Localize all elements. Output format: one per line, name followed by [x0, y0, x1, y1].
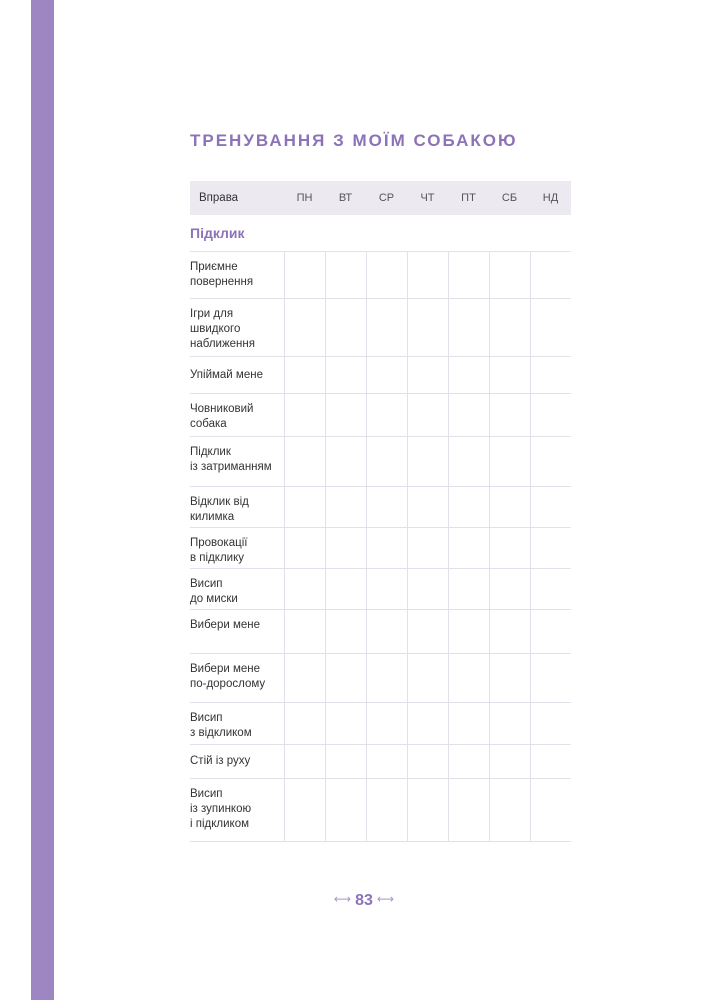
training-tracker-table	[190, 181, 571, 842]
tracking-cell[interactable]	[366, 779, 407, 841]
exercise-label: Провокації в підклику	[190, 537, 248, 564]
exercise-label: Упіймай мене	[190, 368, 263, 381]
tracking-cell[interactable]	[284, 357, 325, 393]
tracking-cell[interactable]	[284, 745, 325, 778]
tracking-cell[interactable]	[366, 394, 407, 436]
tracking-cell[interactable]	[325, 252, 366, 298]
tracking-cell[interactable]	[489, 745, 530, 778]
tracking-cell[interactable]	[448, 437, 489, 486]
tracking-cell[interactable]	[489, 437, 530, 486]
tracking-cell[interactable]	[366, 357, 407, 393]
tracking-cell[interactable]	[407, 252, 448, 298]
tracking-cell[interactable]	[407, 394, 448, 436]
exercise-label: Ігри для швидкого наближення	[190, 308, 255, 350]
page-footer	[0, 892, 728, 910]
tracking-cell[interactable]	[325, 437, 366, 486]
table-row	[190, 357, 571, 394]
tracking-cell[interactable]	[489, 610, 530, 653]
tracking-cell[interactable]	[325, 654, 366, 702]
tracking-cell[interactable]	[407, 437, 448, 486]
side-accent-bar	[31, 0, 54, 1000]
day-header-mon: ПН	[296, 192, 313, 204]
table-row	[190, 703, 571, 745]
exercise-column-header: Вправа	[199, 192, 239, 204]
tracking-cell[interactable]	[448, 299, 489, 356]
day-header-sat: СБ	[501, 192, 518, 204]
table-row	[190, 252, 571, 299]
tracking-cell[interactable]	[530, 299, 571, 356]
tracking-cell[interactable]	[325, 703, 366, 744]
tracking-cell[interactable]	[448, 394, 489, 436]
tracking-cell[interactable]	[489, 357, 530, 393]
tracking-cell[interactable]	[489, 252, 530, 298]
tracking-cell[interactable]	[448, 357, 489, 393]
table-row	[190, 299, 571, 357]
tracking-cell[interactable]	[448, 610, 489, 653]
tracking-cell[interactable]	[325, 610, 366, 653]
tracking-cell[interactable]	[448, 252, 489, 298]
tracking-cell[interactable]	[448, 779, 489, 841]
table-row	[190, 394, 571, 437]
page-number-left-arrow-icon: ⟷	[333, 892, 352, 906]
tracking-cell[interactable]	[284, 779, 325, 841]
tracking-cell[interactable]	[366, 610, 407, 653]
tracking-cell[interactable]	[530, 394, 571, 436]
tracking-cell[interactable]	[407, 745, 448, 778]
tracking-cell[interactable]	[366, 528, 407, 568]
exercise-label: Човниковий собака	[190, 403, 254, 430]
exercise-label: Вибери мене	[190, 619, 261, 631]
tracking-cell[interactable]	[325, 487, 366, 527]
tracking-cell[interactable]	[325, 357, 366, 393]
table-row	[190, 610, 571, 654]
tracking-cell[interactable]	[530, 437, 571, 486]
tracking-cell[interactable]	[284, 299, 325, 356]
tracking-cell[interactable]	[366, 299, 407, 356]
tracking-cell[interactable]	[448, 703, 489, 744]
tracking-cell[interactable]	[284, 654, 325, 702]
day-header-fri: ПТ	[461, 192, 476, 204]
tracking-cell[interactable]	[325, 394, 366, 436]
tracking-cell[interactable]	[489, 654, 530, 702]
tracking-cell[interactable]	[448, 569, 489, 609]
tracking-cell[interactable]	[366, 654, 407, 702]
tracking-cell[interactable]	[407, 357, 448, 393]
tracking-cell[interactable]	[366, 487, 407, 527]
exercise-label: Стій із руху	[190, 755, 251, 767]
table-row	[190, 654, 571, 703]
exercise-label: Приємне повернення	[190, 261, 254, 288]
tracking-cell[interactable]	[530, 779, 571, 841]
tracking-cell[interactable]	[407, 299, 448, 356]
tracking-cell[interactable]	[284, 437, 325, 486]
tracking-cell[interactable]	[489, 487, 530, 527]
tracking-cell[interactable]	[407, 779, 448, 841]
tracking-cell[interactable]	[284, 487, 325, 527]
tracking-cell[interactable]	[366, 252, 407, 298]
tracking-cell[interactable]	[284, 528, 325, 568]
exercise-label: Підклик із затриманням	[190, 446, 272, 473]
tracking-cell[interactable]	[325, 569, 366, 609]
table-row	[190, 528, 571, 569]
tracking-cell[interactable]	[407, 703, 448, 744]
tracking-cell[interactable]	[366, 569, 407, 609]
tracking-cell[interactable]	[407, 654, 448, 702]
tracking-cell[interactable]	[448, 528, 489, 568]
table-header	[190, 181, 571, 215]
tracking-cell[interactable]	[366, 437, 407, 486]
tracking-cell[interactable]	[407, 569, 448, 609]
tracking-cell[interactable]	[284, 703, 325, 744]
tracking-cell[interactable]	[448, 487, 489, 527]
exercise-label: Відклик від килимка	[190, 496, 249, 523]
exercise-label: Висип із зупинкою і підкликом	[190, 788, 252, 830]
table-row	[190, 779, 571, 842]
table-row	[190, 745, 571, 779]
tracking-cell[interactable]	[407, 528, 448, 568]
exercise-rows	[190, 252, 571, 842]
tracking-cell[interactable]	[530, 703, 571, 744]
tracking-cell[interactable]	[489, 779, 530, 841]
tracking-cell[interactable]	[530, 569, 571, 609]
tracking-cell[interactable]	[489, 569, 530, 609]
tracking-cell[interactable]	[284, 394, 325, 436]
tracking-cell[interactable]	[325, 299, 366, 356]
exercise-label: Висип з відкликом	[190, 712, 252, 739]
exercise-label: Висип до миски	[190, 578, 238, 605]
tracking-cell[interactable]	[407, 487, 448, 527]
tracking-cell[interactable]	[530, 252, 571, 298]
tracking-cell[interactable]	[530, 745, 571, 778]
tracking-cell[interactable]	[366, 703, 407, 744]
exercise-label: Вибери мене по-дорослому	[190, 663, 266, 690]
tracking-cell[interactable]	[530, 528, 571, 568]
tracking-cell[interactable]	[489, 299, 530, 356]
tracking-cell[interactable]	[284, 569, 325, 609]
tracking-cell[interactable]	[366, 745, 407, 778]
day-header-tue: ВТ	[338, 192, 353, 204]
tracking-cell[interactable]	[284, 610, 325, 653]
tracking-cell[interactable]	[325, 779, 366, 841]
tracking-cell[interactable]	[448, 654, 489, 702]
tracking-cell[interactable]	[489, 703, 530, 744]
page-number: 83	[355, 892, 373, 909]
day-header-sun: НД	[542, 192, 559, 204]
tracking-cell[interactable]	[407, 610, 448, 653]
table-row	[190, 437, 571, 487]
day-header-wed: СР	[378, 192, 395, 204]
section-heading: Підклик	[190, 215, 571, 252]
tracking-cell[interactable]	[489, 528, 530, 568]
table-row	[190, 569, 571, 610]
tracking-cell[interactable]	[530, 357, 571, 393]
tracking-cell[interactable]	[530, 610, 571, 653]
tracking-cell[interactable]	[489, 394, 530, 436]
table-row	[190, 487, 571, 528]
tracking-cell[interactable]	[530, 487, 571, 527]
tracking-cell[interactable]	[284, 252, 325, 298]
page-title: ТРЕНУВАННЯ З МОЇМ СОБАКОЮ	[190, 131, 518, 150]
tracking-cell[interactable]	[325, 745, 366, 778]
tracking-cell[interactable]	[530, 654, 571, 702]
tracking-cell[interactable]	[448, 745, 489, 778]
page-number-right-arrow-icon: ⟷	[376, 892, 395, 906]
tracking-cell[interactable]	[325, 528, 366, 568]
day-header-thu: ЧТ	[420, 192, 435, 204]
